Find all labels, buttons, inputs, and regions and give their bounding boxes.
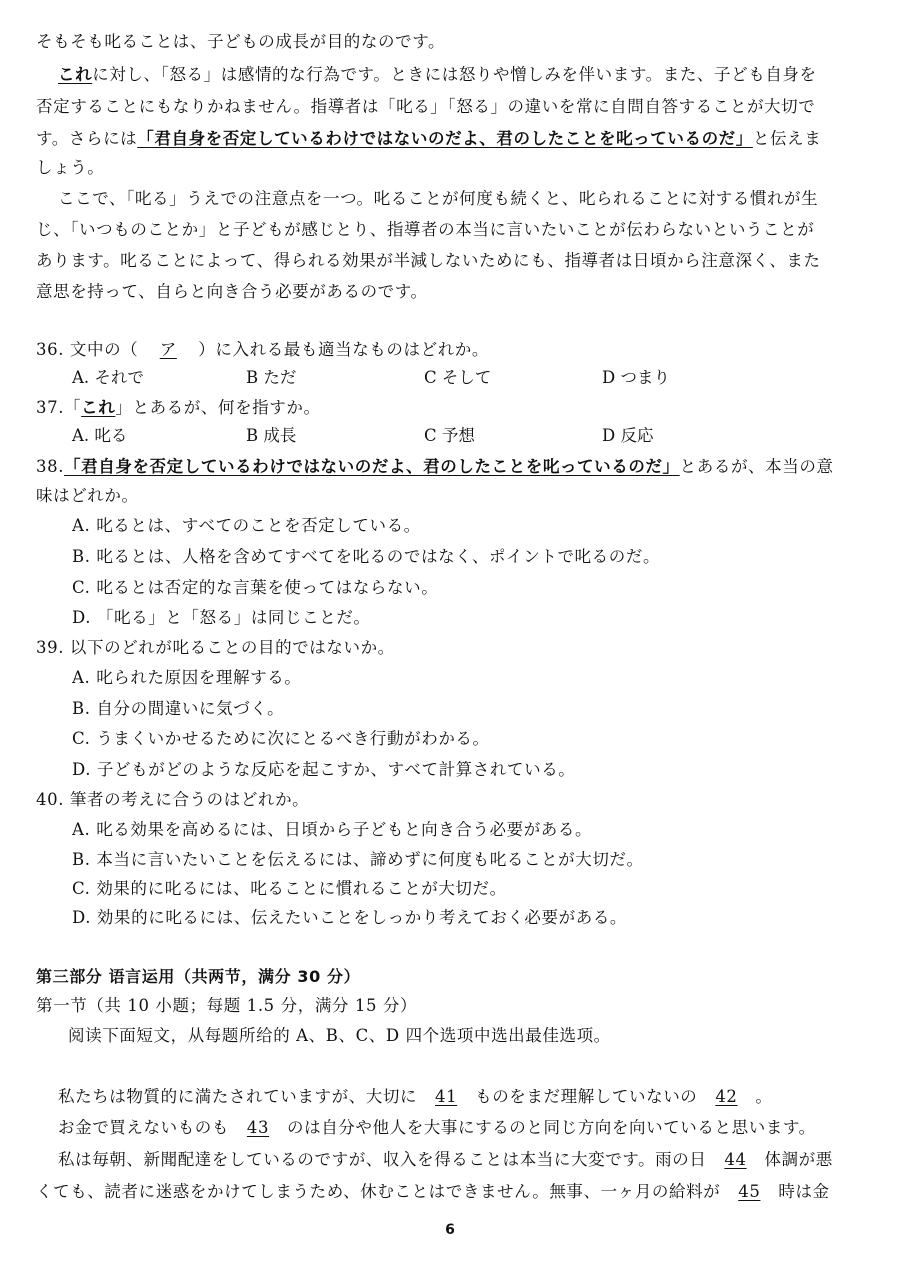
q37-option: B 成長 bbox=[246, 426, 297, 445]
q36-option: B ただ bbox=[246, 368, 297, 387]
q39-option: B. 自分の間違いに気づく。 bbox=[72, 699, 285, 718]
q36-option: C そして bbox=[424, 368, 492, 387]
passage-line: ここで、「叱る」うえでの注意点を一つ。叱ることが何度も続くと、叱られることに対する慣れが生 bbox=[58, 189, 819, 208]
passage-line: そもそも叱ることは、子どもの成長が目的なのです。 bbox=[36, 32, 446, 51]
cloze-line: お金で買えないものも 43 のは自分や他人を大事にするのと同じ方向を向いていると思います。 bbox=[58, 1116, 888, 1140]
question-37: 37.「これ」とあるが、何を指すか。 bbox=[36, 398, 321, 417]
cloze-line: くても、読者に迷惑をかけてしまうため、休むことはできません。無事、一ヶ月の給料が 45 時は金 bbox=[36, 1180, 866, 1204]
cloze-line: 私たちは物質的に満たされていますが、大切に 41 ものをまだ理解していないの 42 。 bbox=[58, 1085, 888, 1109]
blank-43: 43 bbox=[246, 1118, 270, 1137]
passage-line: これに対し、「怒る」は感情的な行為です。ときには怒りや憎しみを伴います。また、子ども自身を bbox=[58, 65, 817, 84]
q40-option: A. 叱る効果を高めるには、日頃から子どもと向き合う必要がある。 bbox=[72, 820, 593, 839]
passage-line: しょう。 bbox=[36, 158, 105, 177]
page-number: 6 bbox=[445, 1222, 455, 1238]
question-36: 36. 文中の（ ア ）に入れる最も適当なものはどれか。 bbox=[36, 338, 866, 362]
q38-option: A. 叱るとは、すべてのことを否定している。 bbox=[72, 516, 421, 535]
passage-line: 否定することにもなりかねません。指導者は「叱る」「怒る」の違いを常に自問自答することが大切で bbox=[36, 97, 816, 116]
kore-reference: これ bbox=[58, 65, 93, 84]
q38-option: B. 叱るとは、人格を含めてすべてを叱るのではなく、ポイントで叱るのだ。 bbox=[72, 547, 661, 566]
q39-option: D. 子どもがどのような反応を起こすか、すべて計算されている。 bbox=[72, 760, 576, 779]
blank-44: 44 bbox=[724, 1150, 747, 1169]
passage-line: あります。叱ることによって、得られる効果が半減しないためにも、指導者は日頃から注意深く、また bbox=[36, 251, 821, 270]
blank-a: ア bbox=[159, 340, 177, 359]
q39-option: C. うまくいかせるために次にとるべき行動がわかる。 bbox=[72, 729, 490, 748]
section-instruction: 阅读下面短文，从每题所给的 A、B、C、D 四个选项中选出最佳选项。 bbox=[68, 1026, 611, 1045]
section-subheading: 第一节（共 10 小题；每题 1.5 分，满分 15 分） bbox=[36, 996, 418, 1015]
q39-option: A. 叱られた原因を理解する。 bbox=[72, 668, 302, 687]
passage-line: じ、「いつものことか」と子どもが感じとり、指導者の本当に言いたいことが伝わらないということが bbox=[36, 220, 815, 239]
q37-option: C 予想 bbox=[424, 426, 475, 445]
q38-option: D. 「叱る」と「怒る」は同じことだ。 bbox=[72, 608, 371, 627]
passage-line: す。さらには「君自身を否定しているわけではないのだよ、君のしたことを叱っているのだ」と伝えま bbox=[36, 129, 822, 148]
q37-option: D 反応 bbox=[602, 426, 654, 445]
blank-45: 45 bbox=[738, 1182, 761, 1201]
question-39: 39. 以下のどれが叱ることの目的ではないか。 bbox=[36, 638, 395, 657]
blank-41: 41 bbox=[435, 1087, 458, 1106]
q36-option: D つまり bbox=[602, 368, 670, 387]
q40-option: B. 本当に言いたいことを伝えるには、諦めずに何度も叱ることが大切だ。 bbox=[72, 850, 644, 869]
q38-option: C. 叱るとは否定的な言葉を使ってはならない。 bbox=[72, 578, 439, 597]
question-38-cont: 味はどれか。 bbox=[36, 486, 139, 505]
question-38: 38.「君自身を否定しているわけではないのだよ、君のしたことを叱っているのだ」とあるが、本当の意 bbox=[36, 457, 834, 476]
q36-option: A. それで bbox=[72, 368, 144, 387]
q40-option: D. 効果的に叱るには、伝えたいことをしっかり考えておく必要がある。 bbox=[72, 908, 628, 927]
q37-option: A. 叱る bbox=[72, 426, 128, 445]
q40-option: C. 効果的に叱るには、叱ることに慣れることが大切だ。 bbox=[72, 879, 507, 898]
passage-line: 意思を持って、自らと向き合う必要があるのです。 bbox=[36, 282, 428, 301]
section-heading: 第三部分 语言运用（共两节，满分 30 分） bbox=[36, 967, 361, 986]
blank-42: 42 bbox=[715, 1087, 738, 1106]
question-40: 40. 筆者の考えに合うのはどれか。 bbox=[36, 790, 310, 809]
quoted-sentence: 「君自身を否定しているわけではないのだよ、君のしたことを叱っているのだ」 bbox=[137, 129, 753, 148]
cloze-line: 私は毎朝、新聞配達をしているのですが、収入を得ることは本当に大変です。雨の日 44 体調が悪 bbox=[58, 1148, 888, 1172]
